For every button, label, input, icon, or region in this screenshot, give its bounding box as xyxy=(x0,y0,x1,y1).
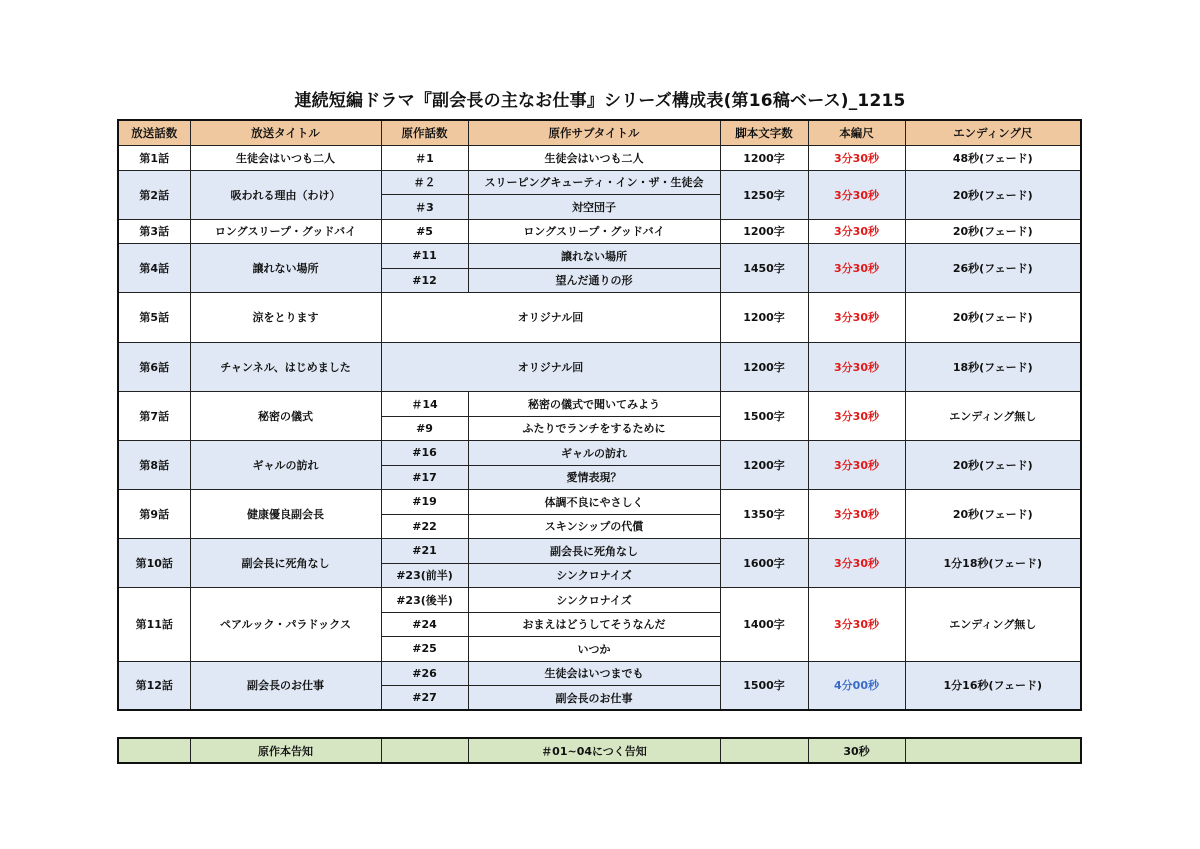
source-episode-number: ＃3 xyxy=(381,195,468,220)
ending-length: エンディング無し xyxy=(905,392,1081,441)
header-episode-no: 放送話数 xyxy=(118,120,190,146)
ending-length: エンディング無し xyxy=(905,588,1081,662)
table-header-row xyxy=(118,120,1081,146)
ending-length: 20秒(フェード) xyxy=(905,170,1081,219)
source-subtitle: いつか xyxy=(468,637,720,662)
source-episode-number: ＃14 xyxy=(381,392,468,417)
script-char-count: 1600字 xyxy=(720,539,808,588)
source-subtitle: おまえはどうしてそうなんだ xyxy=(468,612,720,637)
script-char-count: 1200字 xyxy=(720,146,808,171)
notice-table xyxy=(117,737,1082,764)
source-episode-number: #21 xyxy=(381,539,468,564)
header-ending-length: エンディング尺 xyxy=(905,120,1081,146)
script-char-count: 1350字 xyxy=(720,490,808,539)
notice-empty-cell xyxy=(381,738,468,763)
episode-number: 第2話 xyxy=(118,170,190,219)
episode-number: 第8話 xyxy=(118,441,190,490)
main-length: 3分30秒 xyxy=(808,146,905,171)
episode-number: 第6話 xyxy=(118,342,190,392)
broadcast-title: ペアルック・パラドックス xyxy=(190,588,381,662)
main-length: 3分30秒 xyxy=(808,293,905,343)
episode-number: 第5話 xyxy=(118,293,190,343)
source-episode-number: #23(後半) xyxy=(381,588,468,613)
main-length: 3分30秒 xyxy=(808,170,905,219)
table-row xyxy=(118,170,1081,195)
table-row xyxy=(118,441,1081,466)
broadcast-title: 譲れない場所 xyxy=(190,244,381,293)
notice-empty-cell xyxy=(905,738,1081,763)
original-episode-label: オリジナル回 xyxy=(381,342,720,392)
source-subtitle: シンクロナイズ xyxy=(468,563,720,588)
table-row xyxy=(118,588,1081,613)
episode-number: 第7話 xyxy=(118,392,190,441)
source-subtitle: 譲れない場所 xyxy=(468,244,720,269)
broadcast-title: 秘密の儀式 xyxy=(190,392,381,441)
source-episode-number: #17 xyxy=(381,465,468,490)
script-char-count: 1500字 xyxy=(720,392,808,441)
table-row xyxy=(118,146,1081,171)
header-source-subtitle: 原作サブタイトル xyxy=(468,120,720,146)
ending-length: 26秒(フェード) xyxy=(905,244,1081,293)
broadcast-title: 健康優良副会長 xyxy=(190,490,381,539)
main-length: 3分30秒 xyxy=(808,441,905,490)
source-subtitle: 副会長のお仕事 xyxy=(468,686,720,711)
source-episode-number: #24 xyxy=(381,612,468,637)
script-char-count: 1200字 xyxy=(720,219,808,244)
source-episode-number: #16 xyxy=(381,441,468,466)
broadcast-title: ロングスリープ・グッドバイ xyxy=(190,219,381,244)
source-episode-number: #5 xyxy=(381,219,468,244)
ending-length: 20秒(フェード) xyxy=(905,441,1081,490)
source-subtitle: 愛情表現？ xyxy=(468,465,720,490)
table-row xyxy=(118,244,1081,269)
episode-number: 第9話 xyxy=(118,490,190,539)
source-subtitle: 生徒会はいつも二人 xyxy=(468,146,720,171)
main-length: 3分30秒 xyxy=(808,244,905,293)
ending-length: 48秒(フェード) xyxy=(905,146,1081,171)
broadcast-title: 副会長に死角なし xyxy=(190,539,381,588)
source-episode-number: #11 xyxy=(381,244,468,269)
main-length: 3分30秒 xyxy=(808,588,905,662)
table-row xyxy=(118,661,1081,686)
main-length: 4分00秒 xyxy=(808,661,905,710)
broadcast-title: 生徒会はいつも二人 xyxy=(190,146,381,171)
script-char-count: 1500字 xyxy=(720,661,808,710)
table-row xyxy=(118,342,1081,392)
notice-empty-cell xyxy=(720,738,808,763)
broadcast-title: チャンネル、はじめました xyxy=(190,342,381,392)
source-subtitle: ギャルの訪れ xyxy=(468,441,720,466)
episode-number: 第4話 xyxy=(118,244,190,293)
source-episode-number: #9 xyxy=(381,416,468,441)
source-episode-number: #22 xyxy=(381,514,468,539)
episode-table xyxy=(117,119,1082,711)
main-length: 3分30秒 xyxy=(808,539,905,588)
main-length: 3分30秒 xyxy=(808,392,905,441)
source-subtitle: 体調不良にやさしく xyxy=(468,490,720,515)
script-char-count: 1200字 xyxy=(720,342,808,392)
ending-length: 20秒(フェード) xyxy=(905,490,1081,539)
table-row xyxy=(118,293,1081,343)
notice-empty-cell xyxy=(118,738,190,763)
script-char-count: 1400字 xyxy=(720,588,808,662)
table-row xyxy=(118,219,1081,244)
ending-length: 1分18秒(フェード) xyxy=(905,539,1081,588)
broadcast-title: 副会長のお仕事 xyxy=(190,661,381,710)
source-subtitle: シンクロナイズ xyxy=(468,588,720,613)
header-source-no: 原作話数 xyxy=(381,120,468,146)
source-subtitle: 副会長に死角なし xyxy=(468,539,720,564)
main-length: 3分30秒 xyxy=(808,490,905,539)
source-episode-number: ＃1 xyxy=(381,146,468,171)
ending-length: 18秒(フェード) xyxy=(905,342,1081,392)
broadcast-title: ギャルの訪れ xyxy=(190,441,381,490)
ending-length: 20秒(フェード) xyxy=(905,219,1081,244)
notice-length: 30秒 xyxy=(808,738,905,763)
table-row xyxy=(118,539,1081,564)
source-subtitle: スリーピングキューティ・イン・ザ・生徒会 xyxy=(468,170,720,195)
episode-number: 第3話 xyxy=(118,219,190,244)
script-char-count: 1200字 xyxy=(720,293,808,343)
source-subtitle: 望んだ通りの形 xyxy=(468,268,720,293)
source-episode-number: #26 xyxy=(381,661,468,686)
header-main-length: 本編尺 xyxy=(808,120,905,146)
script-char-count: 1450字 xyxy=(720,244,808,293)
episode-number: 第1話 xyxy=(118,146,190,171)
broadcast-title: 涼をとります xyxy=(190,293,381,343)
notice-row xyxy=(118,738,1081,763)
episode-number: 第10話 xyxy=(118,539,190,588)
source-episode-number: #12 xyxy=(381,268,468,293)
script-char-count: 1250字 xyxy=(720,170,808,219)
source-subtitle: 対空団子 xyxy=(468,195,720,220)
ending-length: 20秒(フェード) xyxy=(905,293,1081,343)
episode-number: 第12話 xyxy=(118,661,190,710)
source-episode-number: ＃２ xyxy=(381,170,468,195)
script-char-count: 1200字 xyxy=(720,441,808,490)
source-episode-number: #27 xyxy=(381,686,468,711)
table-row xyxy=(118,490,1081,515)
source-subtitle: ふたりでランチをするために xyxy=(468,416,720,441)
source-episode-number: #25 xyxy=(381,637,468,662)
main-length: 3分30秒 xyxy=(808,342,905,392)
episode-number: 第11話 xyxy=(118,588,190,662)
source-subtitle: スキンシップの代償 xyxy=(468,514,720,539)
source-subtitle: 生徒会はいつまでも xyxy=(468,661,720,686)
notice-description: ＃01~04につく告知 xyxy=(468,738,720,763)
ending-length: 1分16秒(フェード) xyxy=(905,661,1081,710)
main-length: 3分30秒 xyxy=(808,219,905,244)
broadcast-title: 吸われる理由（わけ） xyxy=(190,170,381,219)
original-episode-label: オリジナル回 xyxy=(381,293,720,343)
page-title: 連続短編ドラマ『副会長の主なお仕事』シリーズ構成表(第16稿ベース)_1215 xyxy=(294,91,906,111)
notice-label: 原作本告知 xyxy=(190,738,381,763)
table-row xyxy=(118,392,1081,417)
source-subtitle: 秘密の儀式で聞いてみよう xyxy=(468,392,720,417)
source-subtitle: ロングスリープ・グッドバイ xyxy=(468,219,720,244)
header-broadcast-title: 放送タイトル xyxy=(190,120,381,146)
header-script-chars: 脚本文字数 xyxy=(720,120,808,146)
source-episode-number: #23(前半) xyxy=(381,563,468,588)
source-episode-number: #19 xyxy=(381,490,468,515)
